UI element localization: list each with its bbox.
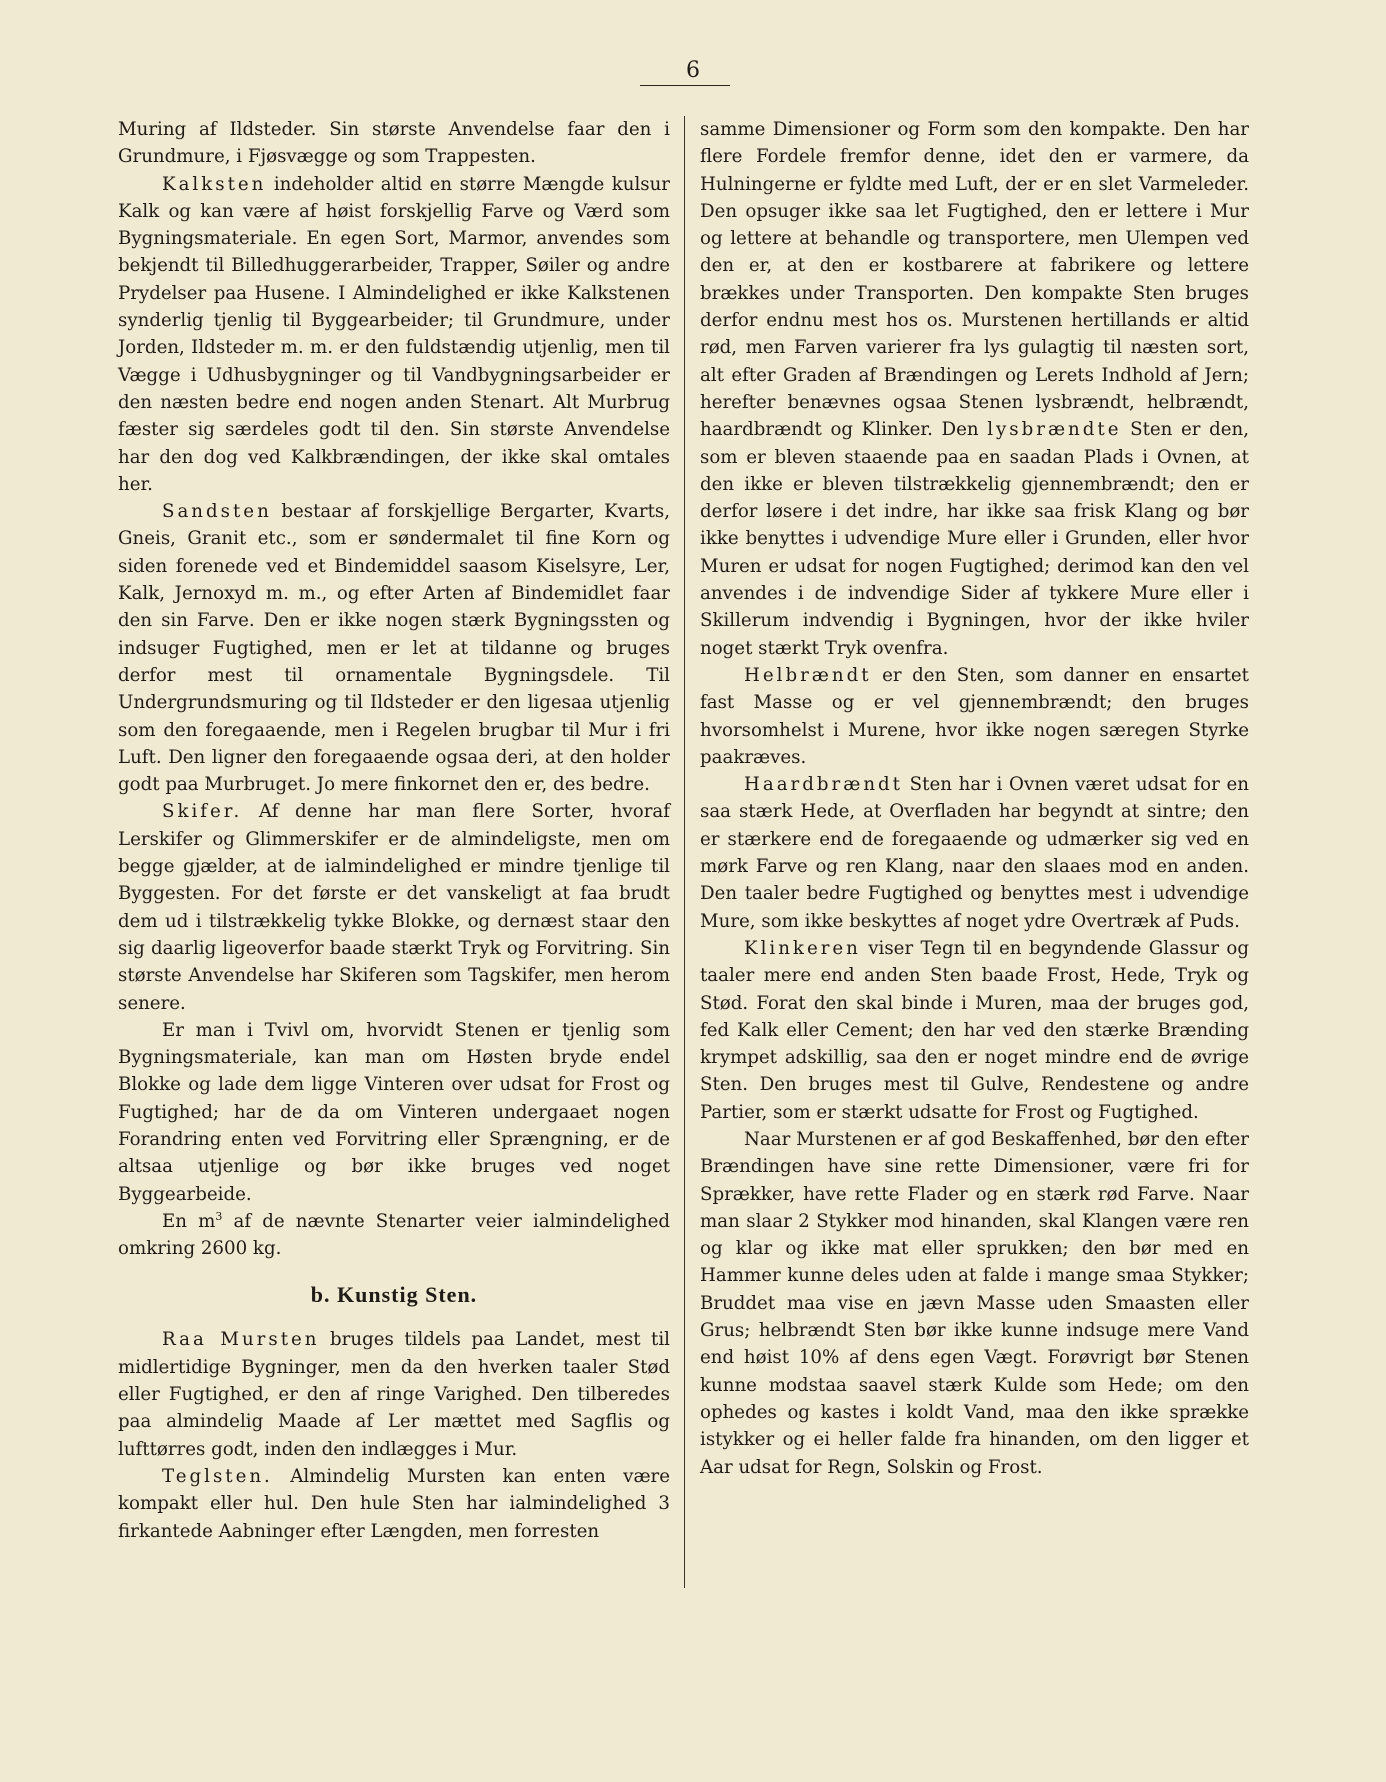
page-number-rule <box>640 85 730 86</box>
paragraph-vegt <box>118 1208 670 1263</box>
weight-superscript: 3 <box>215 1209 223 1223</box>
paragraph-skifer <box>118 798 670 1016</box>
paragraph-klinker-text: viser Tegn til en begyndende Glassur og taaler mere end anden Sten baade Frost, Hede, Tryk og Stød. Forat den skal binde i Muren, maa der bruges god, fed Kalk eller Cement; den har ved den stærke Brænding krympet adskillig, saa den er noget mindre end de øvrige Sten. Den bruges mest til Gulve, Rendestene og andre Partier, som er stærkt udsatte for Frost og Fugtighed. <box>700 937 1249 1123</box>
column-divider <box>684 116 685 1588</box>
paragraph-skifer-text: Af denne har man flere Sorter, hvoraf Lerskifer og Glimmerskifer er de almindeligste, men om begge gjælder, at de ialmindelighed er mindre tjenlige til Byggesten. For det første er det vanskeligt at faa brudt dem ud i tilstrækkelig tykke Blokke, og dernæst staar den sig daarlig ligeoverfor baade stærkt Tryk og Forvitring. Sin største Anvendelse har Skiferen som Tagskifer, men herom senere. <box>118 801 670 1014</box>
section-heading: b. Kunstig Sten. <box>310 1282 478 1308</box>
term-sandsten: Sandsten <box>162 501 272 523</box>
weight-text-b: af de nævnte Stenarter veier ialmindelighed omkring 2600 kg. <box>118 1210 670 1260</box>
paragraph-hul-sten-text: samme Dimensioner og Form som den kompakte. Den har flere Fordele fremfor denne, idet den er varmere, da Hulningerne er fyldte med Luft, der er en slet Varmeleder. Den opsuger ikke saa let Fugtighed, den er lettere i Mur og lettere at behandle og transportere, men Ulempen ved den er, at den er kostbarere at fabrikere og lettere brækkes under Transporten. Den kompakte Sten bruges derfor endnu mest hos os. Murstenen hertillands er altid rød, men Farven varierer fra lys gulagtig til næsten sort, alt efter Graden af Brændingen og Lerets Indhold af Jern; herefter benævnes ogsaa Stenen lysbrændt, helbrændt, haardbrændt og Klinker. Den <box>700 119 1249 441</box>
paragraph-lysbraendte-text: Sten er den, som er bleven staaende paa en saadan Plads i Ovnen, at den ikke er bleven tilstrækkelig gjennembrændt; den er derfor løsere i det indre, har ikke saa frisk Klang og bør ikke benyttes i udvendige Mure eller i Grunden, eller hvor Muren er udsat for nogen Fugtighed; derimod kan den vel anvendes i de indvendige Sider af tykkere Mure eller i Skillerum indvendig i Bygningen, hvor der ikke hviler noget stærkt Tryk ovenfra. <box>700 419 1249 659</box>
paragraph-sandsten <box>118 498 670 798</box>
term-kalksten: Kalksten <box>162 173 267 195</box>
paragraph-haardbraendt <box>700 771 1249 935</box>
paragraph-teglsten <box>118 1463 670 1545</box>
paragraph-helbraendt <box>700 662 1249 771</box>
term-helbraendt: Helbrændt <box>744 664 872 686</box>
weight-text-a: En m <box>162 1210 216 1232</box>
paragraph-raa-mursten-text: bruges tildels paa Landet, mest til midlertidige Bygninger, men da den hverken taaler Stød eller Fugtighed, er den af ringe Varighed. Den tilberedes paa almindelig Maade af Ler mættet med Sagflis og lufttørres godt, inden den indlægges i Mur. <box>118 1329 670 1460</box>
term-teglsten: Teglsten. <box>162 1465 273 1487</box>
paragraph-raa-mursten <box>118 1326 670 1462</box>
paragraph-haardbraendt-text: Sten har i Ovnen været udsat for en saa stærk Hede, at Overfladen har begyndt at sintre; den er stærkere end de foregaaende og udmærker sig ved en mørk Farve og ren Klang, naar den slaaes mod en anden. Den taaler bedre Fugtighed og benyttes mest i udvendige Mure, som ikke beskyttes af noget ydre Overtræk af Puds. <box>700 774 1249 932</box>
term-raa-mursten: Raa Mursten <box>162 1329 320 1351</box>
paragraph-beskaffenhed: Naar Murstenen er af god Beskaffenhed, bør den efter Brændingen have sine rette Dimensioner, være fri for Sprækker, have rette Flader og en stærk rød Farve. Naar man slaar 2 Stykker mod hinanden, skal Klangen være ren og klar og ikke mat eller sprukken; den bør med en Hammer kunne deles uden at falde i mange smaa Stykker; Bruddet maa vise en jævn Masse uden Smaasten eller Grus; helbrændt Sten bør ikke kunne indsuge mere Vand end høist 10% af dens egen Vægt. Forøvrigt bør Stenen kunne modstaa saavel stærk Kulde som Hede; om den ophedes og kastes i koldt Vand, maa den ikke sprække istykker og ei heller falde fra hinanden, om den ligger et Aar udsat for Regn, Solskin og Frost. <box>700 1128 1249 1478</box>
paragraph-sandsten-text: bestaar af forskjellige Bergarter, Kvarts, Gneis, Granit etc., som er søndermalet til fine Korn og siden forenede ved et Bindemiddel saasom Kiselsyre, Ler, Kalk, Jernoxyd m. m., og efter Arten af Bindemidlet faar den sin Farve. Den er ikke nogen stærk Bygningssten og indsuger Fugtighed, men er let at tildanne og bruges derfor mest til ornamentale Bygningsdele. Til Undergrundsmuring og til Ildsteder er den ligesaa utjenlig som den foregaaende, men i Regelen brugbar til Mur i fri Luft. Den ligner den foregaaende ogsaa deri, at den holder godt paa Murbruget. Jo mere finkornet den er, des bedre. <box>118 501 670 796</box>
paragraph-kalksten-text: indeholder altid en større Mængde kulsur Kalk og kan være af høist forskjellig Farve og Værd som Bygningsmateriale. En egen Sort, Marmor, anvendes som bekjendt til Billedhuggerarbeider, Trapper, Søiler og andre Prydelser paa Husene. I Almindelighed er ikke Kalkstenen synderlig tjenlig til Byggearbeider; til Grundmure, under Jorden, Ildsteder m. m. er den fuldstændig utjenlig, men til Vægge i Udhusbygninger og til Vandbygningsarbeider er den næsten bedre end nogen anden Stenart. Alt Murbrug fæster sig særdeles godt til den. Sin største Anvendelse har den dog ved Kalkbrændingen, der ikke skal omtales her. <box>118 173 670 495</box>
paragraph-hul-sten <box>700 116 1249 662</box>
left-column <box>118 116 670 1545</box>
term-skifer: Skifer. <box>162 801 243 823</box>
term-lysbraendte: lysbrændte <box>987 419 1122 441</box>
paragraph-teglsten-text: Almindelig Mursten kan enten være kompakt eller hul. Den hule Sten har ialmindelighed 3 firkantede Aabninger efter Længden, men forresten <box>118 1465 670 1542</box>
paragraph-kalksten <box>118 171 670 499</box>
term-haardbraendt: Haardbrændt <box>744 774 903 796</box>
page-number: 6 <box>686 58 700 83</box>
paragraph-tvivl: Er man i Tvivl om, hvorvidt Stenen er tjenlig som Bygningsmateriale, kan man om Høsten bryde endel Blokke og lade dem ligge Vinteren over udsat for Frost og Fugtighed; har de da om Vinteren undergaaet nogen Forandring enten ved Forvitring eller Sprængning, er de altsaa utjenlige og bør ikke bruges ved noget Byggearbeide. <box>118 1019 670 1205</box>
right-column <box>700 116 1249 1481</box>
paragraph-muring: Muring af Ildsteder. Sin største Anvendelse faar den i Grundmure, i Fjøsvægge og som Trappesten. <box>118 119 670 168</box>
paragraph-klinker <box>700 935 1249 1126</box>
term-klinkeren: Klinkeren <box>744 937 861 959</box>
paragraph-helbraendt-text: er den Sten, som danner en ensartet fast Masse og er vel gjennembrændt; den bruges hvorsomhelst i Murene, hvor ikke nogen særegen Styrke paakræves. <box>700 664 1249 768</box>
